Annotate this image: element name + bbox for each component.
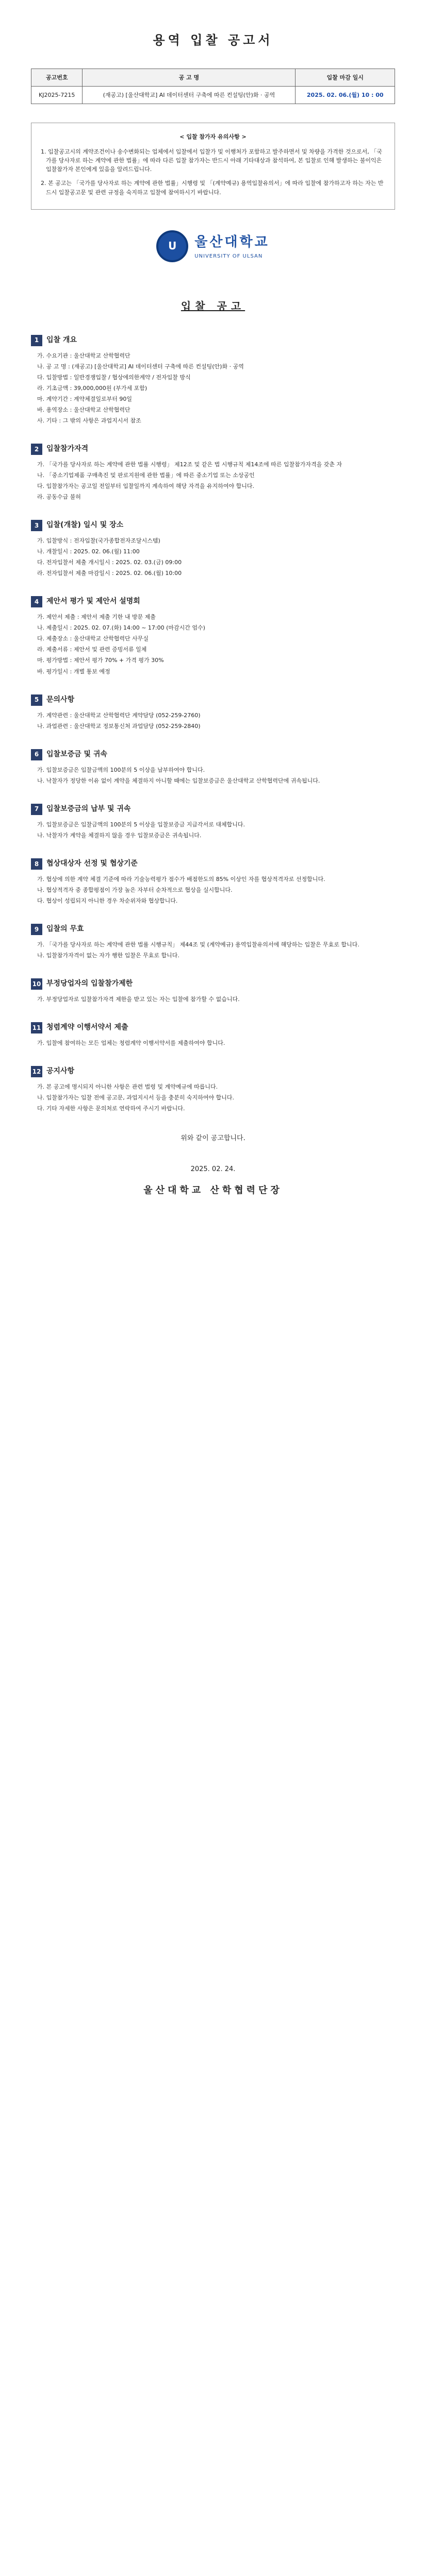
section-line: 다. 제출장소 : 울산대학교 산학협력단 사무실 (37, 635, 149, 642)
section-line: 가. 입찰에 참여하는 모든 업체는 청렴계약 이행서약서를 제출하여야 합니다. (37, 1040, 225, 1047)
section-line: 마. 평가방법 : 제안서 평가 70% + 가격 평가 30% (37, 657, 164, 664)
section-line: 나. 낙찰자가 계약을 체결하지 않을 경우 입찰보증금은 귀속됩니다. (37, 832, 202, 839)
section-header (31, 335, 395, 346)
section-line: 마. 계약기간 : 계약체결일로부터 90일 (37, 395, 132, 402)
section-line: 다. 입찰참가자는 공고일 전일부터 입찰일까지 계속하여 해당 자격을 유지하여야 합니다. (37, 482, 254, 489)
section-line: 나. 「중소기업제품 구매촉진 및 판로지원에 관한 법률」에 따른 중소기업 또는 소상공인 (37, 471, 255, 479)
section-line: 가. 입찰보증금은 입찰금액의 100분의 5 이상을 입찰보증금 지급각서로 대체합니다. (37, 821, 245, 828)
section-number: 9 (31, 924, 42, 935)
section-header (31, 978, 395, 990)
section-number: 3 (31, 520, 42, 531)
logo-name-english: UNIVERSITY OF ULSAN (194, 253, 263, 259)
section-title: 문의사항 (46, 695, 75, 704)
section-number: 8 (31, 858, 42, 870)
section-header (31, 858, 395, 870)
summary-name: (재공고) [울산대학교] AI 데이터센터 구축에 따른 컨설팅(안)화 · 공역 (83, 87, 296, 104)
section-line: 나. 협상적격자 중 종합평점이 가장 높은 자부터 순차적으로 협상을 실시합니다. (37, 886, 233, 893)
section (31, 444, 395, 501)
section-line: 다. 전자입찰서 제출 개시일시 : 2025. 02. 03.(금) 09:00 (37, 559, 182, 566)
notice-box (31, 123, 395, 209)
section-number: 2 (31, 444, 42, 455)
section-line: 라. 기초금액 : 39,000,000원 (부가세 포함) (37, 384, 148, 392)
section (31, 1066, 395, 1113)
summary-table (31, 69, 395, 104)
section-header (31, 749, 395, 760)
section (31, 978, 395, 1004)
section (31, 858, 395, 905)
section-line: 다. 기타 자세한 사항은 문의처로 연락하여 주시기 바랍니다. (37, 1105, 185, 1112)
section (31, 520, 395, 578)
section-line: 나. 제출일시 : 2025. 02. 07.(화) 14:00 ~ 17:00 (마감시간 엄수) (37, 624, 205, 632)
section-title: 입찰의 무효 (46, 925, 84, 934)
section-line: 가. 「국가를 당사자로 하는 계약에 관한 법률 시행규칙」 제44조 및 (계약예규) 용역입찰유의서에 해당하는 입찰은 무효로 합니다. (37, 941, 359, 948)
section-line: 라. 제출서류 : 제안서 및 관련 증빙서류 일체 (37, 646, 147, 653)
section-line: 나. 입찰참가자격이 없는 자가 행한 입찰은 무효로 합니다. (37, 952, 179, 959)
section-line: 라. 공동수급 불허 (37, 494, 81, 501)
section-number: 6 (31, 749, 42, 760)
closing-statement: 위와 같이 공고합니다. (181, 1134, 245, 1143)
section-line: 바. 용역장소 : 울산대학교 산학협력단 (37, 406, 130, 413)
section-line: 바. 평가일시 : 개별 통보 예정 (37, 668, 110, 675)
section-line: 가. 계약관련 : 울산대학교 산학협력단 계약담당 (052-259-2760) (37, 711, 201, 719)
section-line: 다. 입찰방법 : 일반경쟁입찰 / 협상에의한계약 / 전자입찰 방식 (37, 374, 191, 381)
section-title: 협상대상자 선정 및 협상기준 (46, 859, 138, 868)
section-number: 1 (31, 335, 42, 346)
section-line: 가. 부정당업자로 입찰참가자격 제한을 받고 있는 자는 입찰에 참가할 수 없습니다. (37, 996, 240, 1003)
section-title: 입찰보증금 및 귀속 (46, 750, 107, 758)
section-line: 가. 제안서 제출 : 제안서 제출 기한 내 방문 제출 (37, 614, 156, 621)
section-line: 나. 입찰참가자는 입찰 전에 공고문, 과업지시서 등을 충분히 숙지하여야 합니다. (37, 1094, 234, 1101)
section-header (31, 520, 395, 531)
summary-header-row (31, 69, 395, 87)
section-header (31, 444, 395, 455)
section-header (31, 1022, 395, 1033)
section-header (31, 694, 395, 706)
section-line: 사. 기타 : 그 밖의 사항은 과업지시서 참조 (37, 417, 141, 424)
section (31, 804, 395, 840)
notice-item: 1. 입찰공고시의 계약조건이나 송수변화되는 업체에서 입찰에서 입찰가 및 이행처가 포함하고 발주하면서 및 차량을 가격한 것으로서, 「국가를 당사자로 하는 계약에 관한 법률」에 따라 다른 입찰 참가자는 반드시 아래 기타대상과 참석하여, 본 입찰로 인해 발생하는 불이익은 입찰참가자 본인에게 있음을 알려드립니다. (41, 148, 382, 173)
main-title: 입찰 공고 (181, 299, 245, 312)
summary-deadline: 2025. 02. 06.(월) 10 : 00 (296, 87, 395, 104)
section-line: 나. 낙찰자가 정당한 이유 없이 계약을 체결하지 아니할 때에는 입찰보증금은 울산대학교 산학협력단에 귀속됩니다. (37, 777, 320, 784)
section (31, 749, 395, 785)
section-line: 가. 입찰방식 : 전자입찰(국가종합전자조달시스템) (37, 537, 160, 545)
section-number: 7 (31, 804, 42, 815)
sections-container (31, 335, 395, 1113)
signer-name: 울산대학교 산학협력단장 (143, 1184, 283, 1196)
section-title: 제안서 평가 및 제안서 설명회 (46, 597, 140, 606)
section-number: 12 (31, 1066, 42, 1077)
section (31, 596, 395, 675)
section-number: 11 (31, 1022, 42, 1033)
section-line: 가. 본 공고에 명시되지 아니한 사항은 관련 법령 및 계약예규에 따릅니다. (37, 1083, 218, 1091)
section-line: 다. 협상이 성립되지 아니한 경우 차순위자와 협상합니다. (37, 897, 178, 904)
university-emblem-icon: U (156, 230, 188, 262)
logo-text (194, 232, 270, 261)
notice-heading: < 입찰 참가자 유의사항 > (179, 133, 247, 141)
section-header (31, 596, 395, 607)
section-number: 5 (31, 694, 42, 706)
section-line: 가. 협상에 의한 계약 체결 기준에 따라 기술능력평가 점수가 배점한도의 85% 이상인 자를 협상적격자로 선정합니다. (37, 875, 325, 883)
document-title: 용역 입찰 공고서 (153, 33, 273, 47)
section-header (31, 804, 395, 815)
section-title: 청렴계약 이행서약서 제출 (46, 1023, 128, 1032)
section-title: 입찰(개찰) 일시 및 장소 (46, 521, 124, 530)
notice-item: 2. 본 공고는 「국가를 당사자로 하는 계약에 관한 법률」시행령 및 「(계약예규) 용역입찰유의서」에 따라 입찰에 참가하고자 하는 자는 반드시 입찰공고문 및 관련 규정을 숙지하고 입찰에 참여하시기 바랍니다. (41, 180, 384, 196)
summary-value-row (31, 87, 395, 104)
section-line: 나. 공 고 명 : (재공고) [울산대학교] AI 데이터센터 구축에 따른 컨설팅(안)화 · 공역 (37, 363, 244, 370)
section-number: 10 (31, 978, 42, 990)
summary-header-number: 공고번호 (31, 69, 83, 87)
summary-header-deadline: 입찰 마감 일시 (296, 69, 395, 87)
section-line: 나. 과업관련 : 울산대학교 정보통신처 과업담당 (052-259-2840) (37, 722, 201, 730)
summary-number: KJ2025-7215 (31, 87, 83, 104)
section-header (31, 924, 395, 935)
document-date: 2025. 02. 24. (190, 1165, 236, 1174)
section-line: 가. 입찰보증금은 입찰금액의 100분의 5 이상을 납부하여야 합니다. (37, 766, 205, 773)
summary-header-name: 공 고 명 (83, 69, 296, 87)
section (31, 1022, 395, 1047)
section-number: 4 (31, 596, 42, 607)
section-title: 입찰 개요 (46, 335, 77, 344)
section-line: 가. 「국가를 당사자로 하는 계약에 관한 법률 시행령」 제12조 및 같은 법 시행규칙 제14조에 따른 입찰참가자격을 갖춘 자 (37, 461, 342, 468)
section-title: 부정당업자의 입찰참가제한 (46, 979, 133, 988)
logo-name-korean: 울산대학교 (194, 234, 270, 250)
section (31, 924, 395, 960)
section (31, 335, 395, 425)
section-title: 입찰참가자격 (46, 445, 89, 453)
section-line: 나. 개찰일시 : 2025. 02. 06.(월) 11:00 (37, 548, 140, 555)
section-title: 입찰보증금의 납부 및 귀속 (46, 804, 131, 813)
section-title: 공지사항 (46, 1067, 75, 1076)
section-line: 가. 수요기관 : 울산대학교 산학협력단 (37, 352, 130, 359)
university-logo (31, 230, 395, 262)
section (31, 694, 395, 731)
section-header (31, 1066, 395, 1077)
section-line: 라. 전자입찰서 제출 마감일시 : 2025. 02. 06.(월) 10:00 (37, 570, 182, 577)
